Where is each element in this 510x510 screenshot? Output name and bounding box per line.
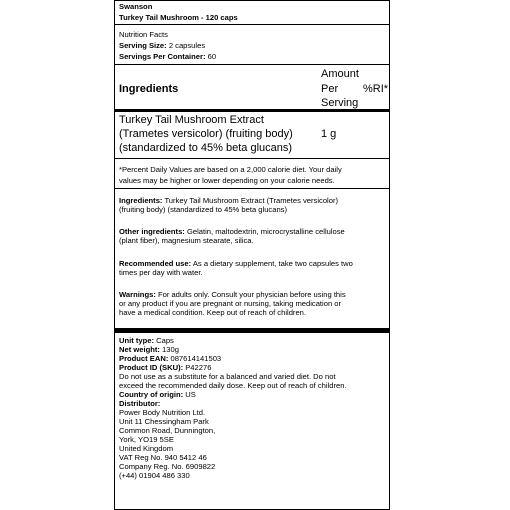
footnote-line-1: *Percent Daily Values are based on a 2,000 calorie diet. Your daily xyxy=(119,165,342,174)
distributor-line-8: (+44) 01904 486 330 xyxy=(119,471,190,480)
nutrition-facts-panel xyxy=(114,0,390,189)
ean-label: Product EAN: xyxy=(119,354,169,363)
distributor-line-7: Company Reg. No. 6909822 xyxy=(119,462,216,471)
row-ingredient-line-3: (standardized to 45% beta glucans) xyxy=(119,142,293,154)
unit-type-label: Unit type: xyxy=(119,336,155,345)
ri-heading: %RI* xyxy=(363,83,389,95)
label-details-panel xyxy=(114,188,390,329)
other-ingredients-section xyxy=(119,227,387,245)
warnings-text-1: For adults only. Consult your physician before using this xyxy=(155,290,346,299)
servings-per-container xyxy=(119,52,216,61)
warnings-text-3: have a medical condition. Keep out of reach of children. xyxy=(119,308,307,317)
ingredients-text-2: (fruiting body) (standardized to 45% beta glucans) xyxy=(119,205,288,214)
ingredients-label: Ingredients: xyxy=(119,196,163,205)
distributor-label: Distributor: xyxy=(119,399,161,408)
ean-value: 087614141503 xyxy=(168,354,222,363)
distributor-line-1: Power Body Nutrition Ltd. xyxy=(119,408,206,417)
serving-size xyxy=(119,41,205,50)
divider xyxy=(115,158,389,159)
footnote-line-2: values may be higher or lower depending on your calorie needs. xyxy=(119,176,335,185)
warnings-label: Warnings: xyxy=(119,290,156,299)
amount-heading-1: Amount xyxy=(321,68,359,80)
sku-label: Product ID (SKU): xyxy=(119,363,184,372)
origin-label: Country of origin: xyxy=(119,390,184,399)
row-ingredient-line-1: Turkey Tail Mushroom Extract xyxy=(119,114,264,126)
other-ingredients-label: Other ingredients: xyxy=(119,227,185,236)
serving-size-label: Serving Size: xyxy=(119,41,167,50)
distributor-line-4: York, YO19 5SE xyxy=(119,435,174,444)
notice-line-1: Do not use as a substitute for a balanced and varied diet. Do not xyxy=(119,372,336,381)
amount-heading-2: Per xyxy=(321,83,339,95)
net-weight xyxy=(119,345,179,354)
distributor-line-3: Common Road, Dunnington, xyxy=(119,426,216,435)
ingredients-text-1: Turkey Tail Mushroom Extract (Trametes versicolor) xyxy=(162,196,339,205)
origin-value: US xyxy=(183,390,196,399)
recommended-use-text-1: As a dietary supplement, take two capsules two xyxy=(191,259,353,268)
net-weight-value: 130g xyxy=(159,345,179,354)
amount-heading-3: Serving xyxy=(321,97,359,109)
servings-value: 60 xyxy=(207,52,217,61)
table-header-rule xyxy=(115,109,389,112)
brand-name: Swanson xyxy=(119,2,153,11)
product-name: Turkey Tail Mushroom - 120 caps xyxy=(119,13,238,22)
sku-value: P42276 xyxy=(183,363,212,372)
other-ingredients-text-1: Gelatin, maltodextrin, microcrystalline cellulose xyxy=(184,227,345,236)
warnings-text-2: or any product if you are pregnant or nursing, taking medication or xyxy=(119,299,342,308)
ingredients-section xyxy=(119,196,387,214)
ingredients-heading: Ingredients xyxy=(119,83,179,95)
product-ean xyxy=(119,354,221,363)
row-amount: 1 g xyxy=(321,128,337,140)
distributor-line-6: VAT Reg No. 940 5412 46 xyxy=(119,453,207,462)
distributor-line-5: United Kingdom xyxy=(119,444,174,453)
divider xyxy=(115,24,389,25)
unit-type-value: Caps xyxy=(154,336,174,345)
serving-size-value: 2 capsules xyxy=(168,41,206,50)
distributor-line-2: Unit 11 Chessingham Park xyxy=(119,417,209,426)
recommended-use-section xyxy=(119,259,387,277)
product-info-panel xyxy=(114,329,390,510)
net-weight-label: Net weight: xyxy=(119,345,160,354)
row-ingredient-line-2: (Trametes versicolor) (fruiting body) xyxy=(119,128,293,140)
divider xyxy=(115,64,389,65)
notice-line-2: exceed the recommended daily dose. Keep out of reach of children. xyxy=(119,381,347,390)
recommended-use-label: Recommended use: xyxy=(119,259,192,268)
servings-label: Servings Per Container: xyxy=(119,52,206,61)
unit-type xyxy=(119,336,174,345)
recommended-use-text-2: times per day with water. xyxy=(119,268,203,277)
facts-title: Nutrition Facts xyxy=(119,30,168,39)
country-of-origin xyxy=(119,390,196,399)
warnings-section xyxy=(119,290,387,317)
other-ingredients-text-2: (plant fiber), magnesium stearate, silica. xyxy=(119,236,254,245)
product-sku xyxy=(119,363,211,372)
